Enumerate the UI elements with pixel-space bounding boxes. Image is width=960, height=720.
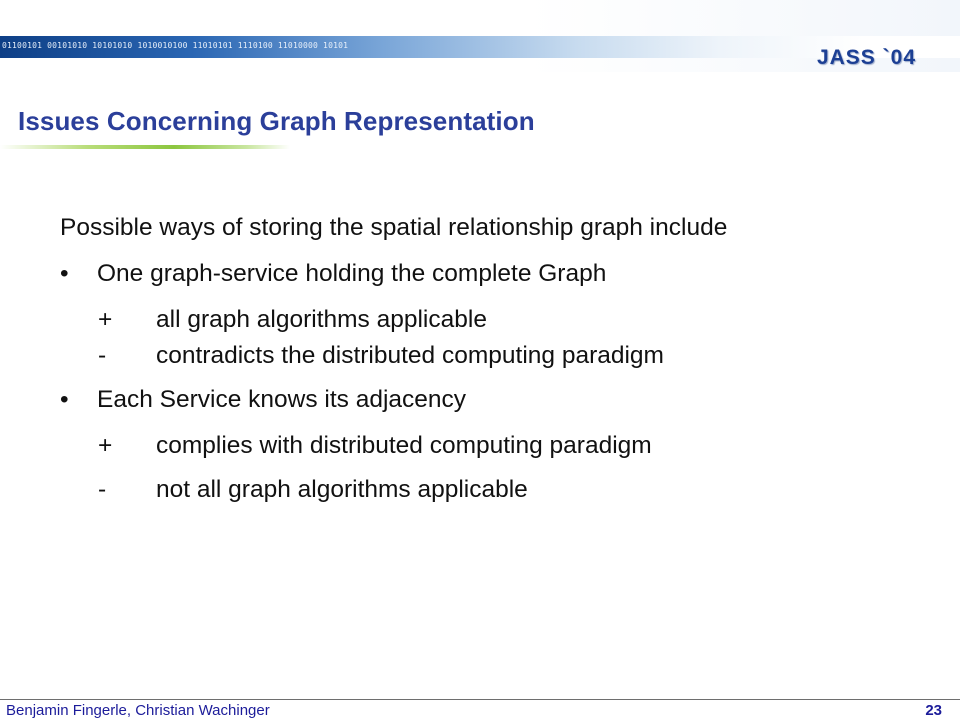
title-underline	[0, 145, 290, 149]
point-text: not all graph algorithms applicable	[156, 476, 528, 503]
intro-text: Possible ways of storing the spatial relationship graph include	[60, 214, 728, 241]
footer-divider	[0, 699, 960, 700]
bullet-item	[60, 380, 900, 420]
point-text: contradicts the distributed computing paradigm	[156, 342, 664, 369]
slide-content	[60, 208, 900, 508]
binary-decoration: 01100101 00101010 10101010 1010010100 11010101 1110100 11010000 10101	[2, 41, 349, 50]
plus-sign: +	[98, 306, 113, 333]
bullet-text: Each Service knows its adjacency	[97, 386, 467, 413]
bullet-item	[60, 254, 900, 294]
footer-authors: Benjamin Fingerle, Christian Wachinger	[6, 702, 270, 719]
point-text: complies with distributed computing paradigm	[156, 432, 652, 459]
minus-sign: -	[98, 342, 107, 369]
point-text: all graph algorithms applicable	[156, 306, 487, 333]
bullet-text: One graph-service holding the complete Graph	[97, 260, 607, 287]
con-point	[60, 338, 900, 374]
page-number: 23	[925, 702, 942, 719]
con-point	[60, 472, 900, 508]
conference-label: JASS `04	[816, 46, 916, 69]
slide-title: Issues Concerning Graph Representation	[18, 106, 535, 136]
pro-point	[60, 302, 900, 338]
pro-point	[60, 428, 900, 464]
bullet-marker: •	[60, 260, 69, 287]
header-banner	[0, 0, 960, 72]
minus-sign: -	[98, 476, 107, 503]
plus-sign: +	[98, 432, 113, 459]
bullet-marker: •	[60, 386, 69, 413]
